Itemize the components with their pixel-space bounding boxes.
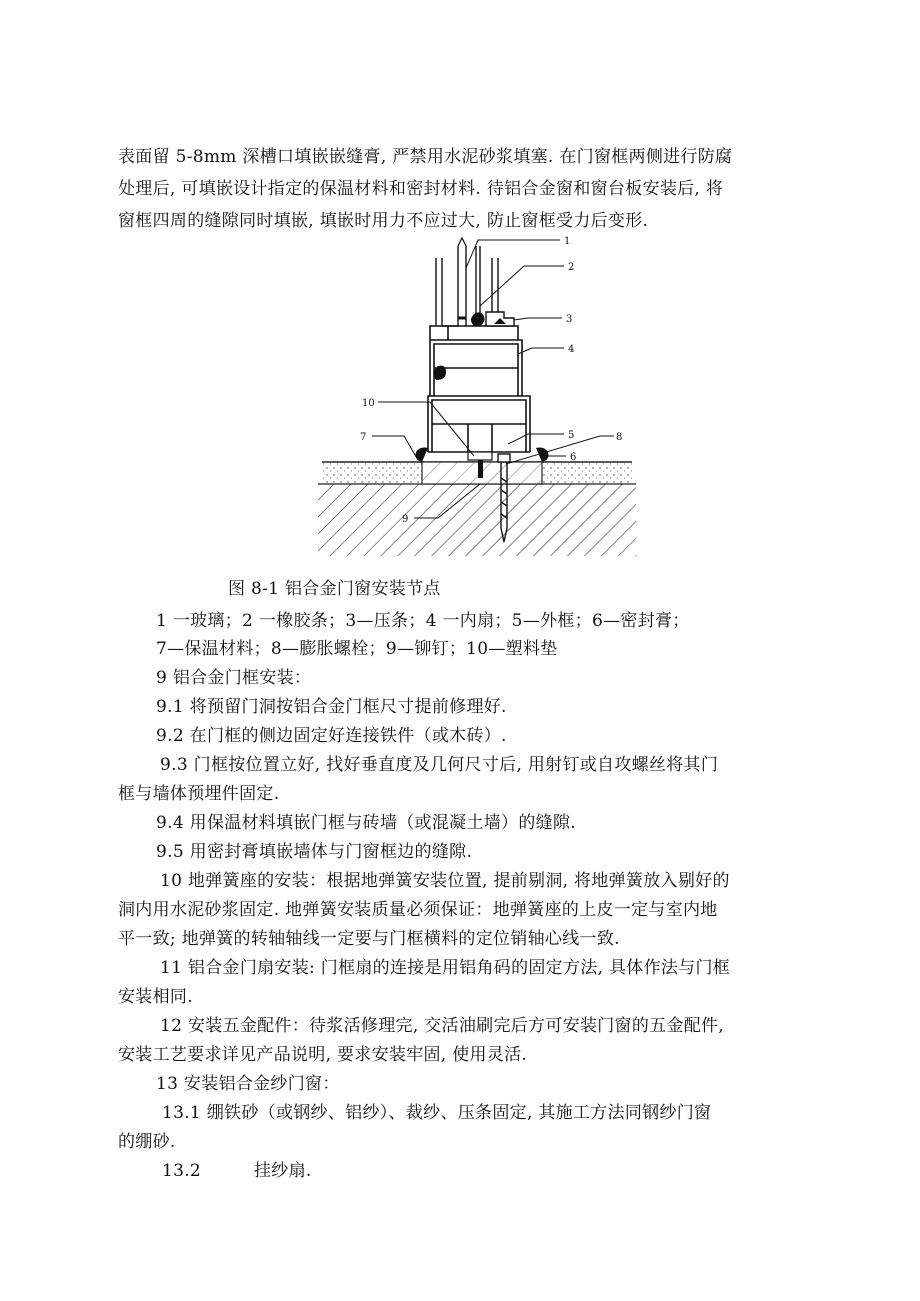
intro-line-1: 表面留 5-8mm 深槽口填嵌嵌缝膏, 严禁用水泥砂浆填塞. 在门窗框两侧进行防腐 xyxy=(118,147,733,167)
rivet xyxy=(478,460,483,478)
callout-2: 2 xyxy=(568,262,575,273)
figure-legend-line-1: 1 一玻璃；2 一橡胶条；3—压条；4 一内扇；5—外框；6—密封膏； xyxy=(156,611,690,631)
callout-3: 3 xyxy=(566,314,573,325)
callout-1: 1 xyxy=(564,236,571,247)
section-12-line-1: 12 安装五金配件：待浆活修理完, 交活油刷完后方可安装门窗的五金配件, xyxy=(160,1016,725,1036)
section-10-line-2: 洞内用水泥砂浆固定. 地弹簧安装质量必须保证：地弹簧座的上皮一定与室内地 xyxy=(118,900,718,920)
item-13-1-line-1: 13.1 绷铁砂（或钢纱、铝纱）、裁纱、压条固定, 其施工方法同钢纱门窗 xyxy=(162,1103,712,1123)
item-9-3-line-1: 9.3 门框按位置立好, 找好垂直度及几何尺寸后, 用射钉或自攻螺丝将其门 xyxy=(160,755,719,775)
figure-legend-line-2: 7—保温材料；8—膨胀螺栓；9—铆钉；10—塑料垫 xyxy=(156,639,558,659)
section-10-line-3: 平一致; 地弹簧的转轴轴线一定要与门框横料的定位销轴心线一致. xyxy=(118,929,620,949)
item-9-4: 9.4 用保温材料填嵌门框与砖墙（或混凝土墙）的缝隙. xyxy=(156,813,576,833)
item-9-1: 9.1 将预留门洞按铝合金门框尺寸提前修理好. xyxy=(156,697,507,717)
section-10-line-1: 10 地弹簧座的安装：根据地弹簧安装位置, 提前剔洞, 将地弹簧放入剔好的 xyxy=(160,871,730,891)
item-13-2-number: 13.2 xyxy=(162,1161,202,1181)
section-12-line-2: 安装工艺要求详见产品说明, 要求安装牢固, 使用灵活. xyxy=(118,1045,528,1065)
figure-caption: 图 8-1 铝合金门窗安装节点 xyxy=(228,579,441,599)
outer-frame xyxy=(428,396,530,452)
callout-10: 10 xyxy=(362,398,375,409)
callout-4: 4 xyxy=(568,344,575,355)
item-9-5: 9.5 用密封膏填嵌墙体与门窗框边的缝隙. xyxy=(156,842,473,862)
callout-5: 5 xyxy=(568,430,575,441)
section-11-line-1: 11 铝合金门扇安装: 门框扇的连接是用铝角码的固定方法, 具体作法与门框 xyxy=(160,958,731,978)
intro-line-2: 处理后, 可填嵌设计指定的保温材料和密封材料. 待铝合金窗和窗台板安装后, 将 xyxy=(118,179,724,199)
callout-8: 8 xyxy=(616,432,623,443)
intro-line-3: 窗框四周的缝隙同时填嵌, 填嵌时用力不应过大, 防止窗框受力后变形. xyxy=(118,211,649,231)
floor-slab xyxy=(318,484,636,556)
callout-7: 7 xyxy=(360,432,367,443)
item-9-3-line-2: 框与墙体预埋件固定. xyxy=(118,784,280,804)
inner-sash xyxy=(430,326,522,396)
section-9-heading: 9 铝合金门框安装： xyxy=(156,668,312,688)
section-13-heading: 13 安装铝合金纱门窗： xyxy=(156,1074,340,1094)
callout-6: 6 xyxy=(570,452,577,463)
item-9-2: 9.2 在门框的侧边固定好连接铁件（或木砖）. xyxy=(156,726,507,746)
callout-9: 9 xyxy=(402,514,409,525)
rubber-strip-upper xyxy=(471,312,485,326)
item-13-1-line-2: 的绷砂. xyxy=(118,1132,176,1152)
installation-node-diagram xyxy=(318,228,636,558)
section-11-line-2: 安装相同. xyxy=(118,987,193,1007)
item-13-2-text: 挂纱扇. xyxy=(254,1161,312,1181)
